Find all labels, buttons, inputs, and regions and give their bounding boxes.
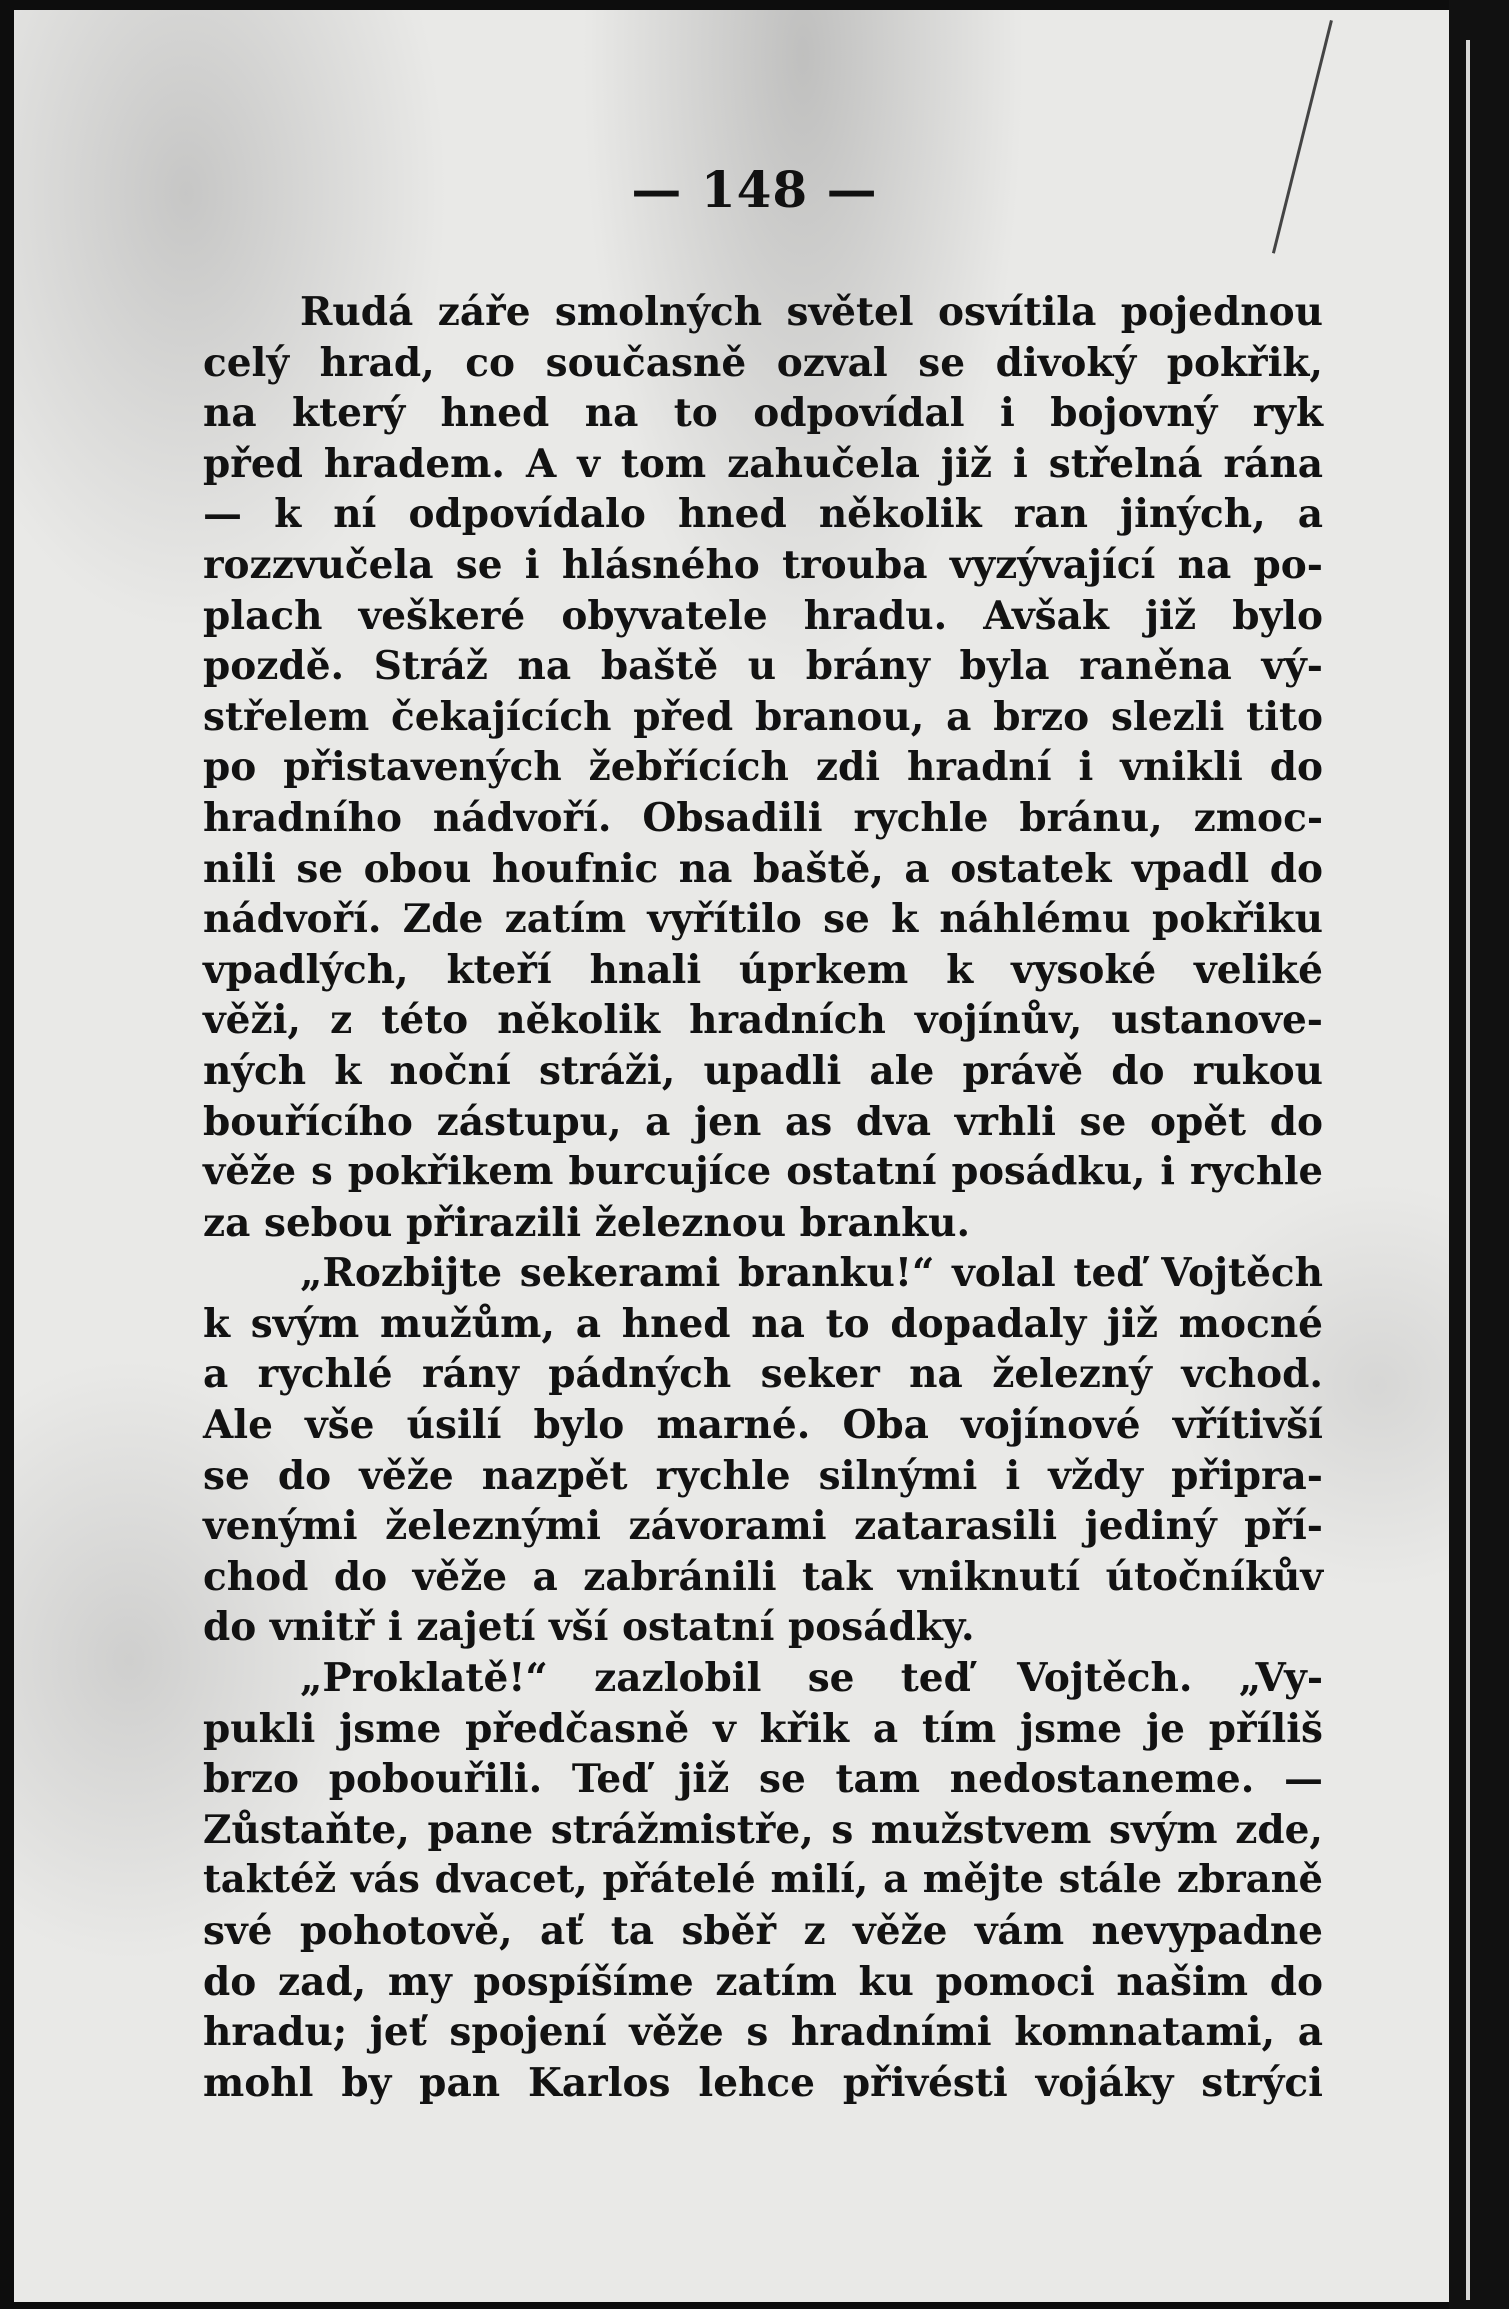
next-page-edge bbox=[1466, 40, 1470, 2300]
text-line: a rychlé rány pádných seker na železný vchod. bbox=[203, 1351, 1323, 1398]
text-line: se do věže nazpět rychle silnými i vždy připra- bbox=[203, 1452, 1323, 1499]
text-line: do zad, my pospíšíme zatím ku pomoci našim do bbox=[203, 1958, 1323, 2005]
text-line: „Rozbijte sekerami branku!“ volal teď Vojtěch bbox=[300, 1250, 1323, 1297]
text-line: pozdě. Stráž na baště u brány byla raněna vý- bbox=[203, 643, 1323, 690]
text-line: Rudá záře smolných světel osvítila pojednou bbox=[300, 289, 1323, 335]
text-line: vpadlých, kteří hnali úprkem k vysoké veliké bbox=[203, 946, 1323, 993]
text-line: nili se obou houfnic na baště, a ostatek vpadl do bbox=[203, 845, 1323, 892]
text-line: hradního nádvoří. Obsadili rychle bránu, zmoc- bbox=[203, 794, 1323, 841]
text-line: hradu; jeť spojení věže s hradními komnatami, a bbox=[203, 2009, 1323, 2056]
text-line: chod do věže a zabránili tak vniknutí útočníkův bbox=[203, 1553, 1323, 1600]
text-line: k svým mužům, a hned na to dopadaly již mocné bbox=[203, 1300, 1323, 1347]
text-line: bouřícího zástupu, a jen as dva vrhli se opět do bbox=[203, 1098, 1323, 1145]
text-line: — k ní odpovídalo hned několik ran jiných, a bbox=[203, 491, 1323, 538]
text-line: brzo pobouřili. Teď již se tam nedostaneme. — bbox=[203, 1756, 1323, 1803]
text-line: Ale vše úsilí bylo marné. Oba vojínové vřítivší bbox=[203, 1402, 1323, 1449]
body-text bbox=[203, 287, 1323, 2108]
text-line: Zůstaňte, pane strážmistře, s mužstvem svým zde, bbox=[203, 1806, 1323, 1853]
text-line: do vnitř i zajetí vší ostatní posádky. bbox=[203, 1604, 975, 1651]
text-line: pukli jsme předčasně v křik a tím jsme je příliš bbox=[203, 1705, 1323, 1752]
text-line: rozzvučela se i hlásného trouba vyzývající na po- bbox=[203, 541, 1323, 588]
text-line: ných k noční stráži, upadli ale právě do rukou bbox=[203, 1047, 1323, 1094]
text-line: mohl by pan Karlos lehce přivésti vojáky strýci bbox=[203, 2059, 1323, 2106]
text-line: své pohotově, ať ta sběř z věže vám nevypadne bbox=[203, 1908, 1323, 1954]
text-line: taktéž vás dvacet, přátelé milí, a mějte stále zbraně bbox=[203, 1857, 1323, 1903]
text-line: „Proklatě!“ zazlobil se teď Vojtěch. „Vy- bbox=[300, 1655, 1323, 1702]
text-line: po přistavených žebřících zdi hradní i vnikli do bbox=[203, 744, 1323, 791]
text-line: venými železnými závorami zatarasili jediný pří- bbox=[203, 1503, 1323, 1550]
text-line: celý hrad, co současně ozval se divoký pokřik, bbox=[203, 339, 1323, 386]
text-line: před hradem. A v tom zahučela již i střelná rána bbox=[203, 440, 1323, 487]
text-line: věži, z této několik hradních vojínův, ustanove- bbox=[203, 997, 1323, 1044]
text-line: za sebou přirazili železnou branku. bbox=[203, 1199, 971, 1246]
text-line: na který hned na to odpovídal i bojovný ryk bbox=[203, 390, 1323, 437]
right-binding-strip bbox=[1449, 0, 1509, 2309]
text-line: věže s pokřikem burcujíce ostatní posádku, i rychle bbox=[203, 1149, 1323, 1195]
text-line: nádvoří. Zde zatím vyřítilo se k náhlému pokřiku bbox=[203, 896, 1323, 943]
text-line: střelem čekajících před branou, a brzo slezli tito bbox=[203, 693, 1323, 740]
text-line: plach veškeré obyvatele hradu. Avšak již bylo bbox=[203, 592, 1323, 639]
page-number: — 148 — bbox=[631, 160, 878, 219]
